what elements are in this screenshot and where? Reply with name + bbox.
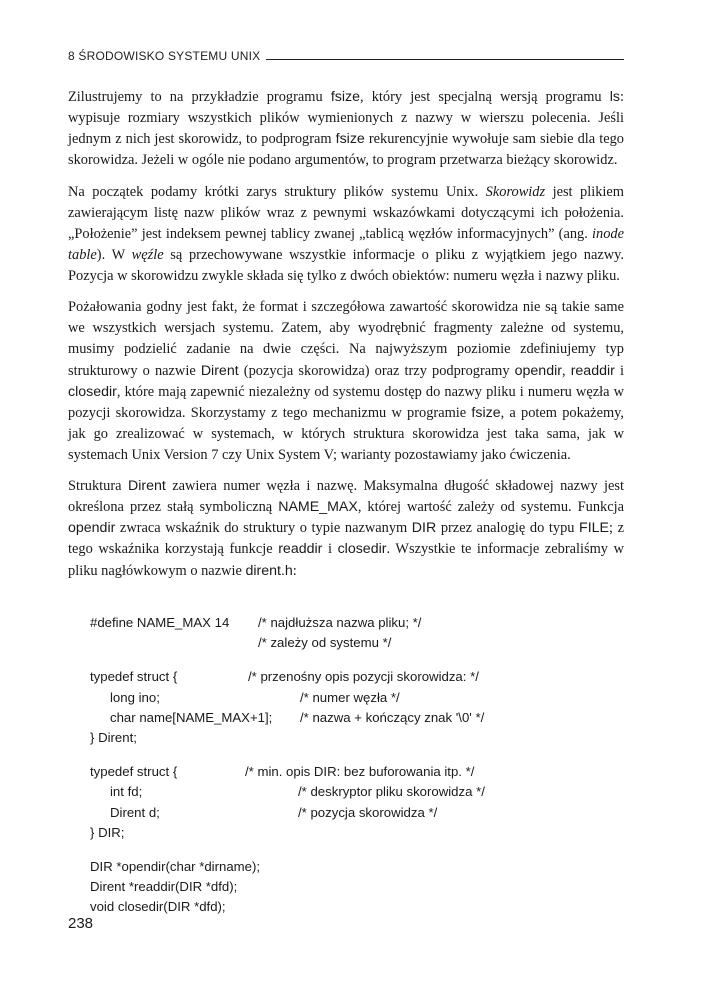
code-comment: /* numer węzła */: [300, 689, 400, 705]
paragraph-2: Na początek podamy krótki zarys struktury plików systemu Unix. Skorowidz jest plikiem zawierającym listę nazw plików wraz z pewnymi wskazówkami dotyczącymi ich położenia. „Położenie” jest indeksem pewnej tablicy zwanej „tablicą węzłów informacyjnych” (ang. inode table). W węźle są przechowywane wszystkie informacje o pliku z wyjątkiem jego nazwy. Pozycja w skorowidzu zwykle składa się tylko z dwóch obiektów: numeru węzła i nazwy pliku.: [68, 183, 624, 284]
code-line: DIR *opendir(char *dirname);: [90, 858, 261, 874]
code-term: closedir: [337, 541, 387, 558]
code-term: fsize: [330, 89, 360, 105]
code-line: [90, 633, 610, 653]
code-line: char name[NAME_MAX+1]; /* nazwa + kończący znak '\0' */: [90, 708, 610, 728]
body-text: [68, 87, 624, 592]
code-comment: /* nazwa + kończący znak '\0' */: [300, 709, 485, 725]
code-term: FILE: [579, 520, 610, 537]
code-term: opendir: [68, 520, 116, 537]
code-term: Dirent: [200, 362, 239, 379]
italic-term: Skorowidz: [485, 183, 546, 200]
code-line: Dirent *readdir(DIR *dfd);: [90, 879, 238, 895]
code-term: readdir: [570, 362, 615, 379]
paragraph-4: Struktura Dirent zawiera numer węzła i nazwę. Maksymalna długość składowej nazwy jest określona przez stałą symboliczną NAME_MAX, której wartość zależy od systemu. Funkcja opendir zwraca wskaźnik do struktury o typie nazwanym DIR przez analogię do typu FILE; z tego wskaźnika korzystają funkcje readdir i closedir. Wszystkie te informacje zebraliśmy w pliku nagłówkowym o nazwie dirent.h:: [68, 478, 625, 579]
code-comment: /* min. opis DIR: bez buforowania itp. */: [245, 764, 475, 780]
code-comment: /* najdłuższa nazwa pliku; */: [258, 615, 422, 630]
code-line: } Dirent;: [90, 729, 137, 745]
running-header: [68, 49, 624, 63]
code-term: fsize: [335, 131, 365, 148]
code-term: readdir: [278, 541, 323, 558]
italic-term: inode table: [68, 225, 624, 263]
code-term: Dirent: [127, 478, 166, 495]
code-term: fsize: [471, 404, 501, 421]
code-term: NAME_MAX: [278, 499, 358, 516]
italic-term: węźle: [131, 246, 164, 263]
page-number: 238: [68, 915, 94, 932]
code-line: #define NAME_MAX 14 /* najdłuższa nazwa pliku; */: [90, 613, 610, 633]
code-listing: [90, 613, 610, 917]
chapter-title: 8 ŚRODOWISKO SYSTEMU UNIX: [68, 49, 261, 63]
code-term: dirent.h: [245, 562, 293, 579]
code-term: ls: [609, 89, 621, 105]
code-comment: /* przenośny opis pozycji skorowidza: */: [248, 669, 479, 685]
code-line: void closedir(DIR *dfd);: [90, 899, 226, 915]
code-line: } DIR;: [90, 824, 125, 840]
code-line: long ino; /* numer węzła */: [90, 688, 610, 708]
header-rule: [266, 59, 624, 60]
code-comment: /* pozycja skorowidza */: [298, 804, 438, 820]
code-line: int fd; /* deskryptor pliku skorowidza */: [90, 782, 610, 802]
code-comment: /* deskryptor pliku skorowidza */: [298, 784, 485, 800]
code-term: closedir: [68, 383, 117, 400]
code-comment: /* zależy od systemu */: [258, 635, 392, 651]
code-line: typedef struct { /* min. opis DIR: bez buforowania itp. */: [90, 762, 610, 782]
code-line: typedef struct { /* przenośny opis pozycji skorowidza: */: [90, 667, 610, 687]
code-line: Dirent d; /* pozycja skorowidza */: [90, 803, 610, 823]
code-term: DIR: [411, 520, 437, 537]
code-term: opendir: [514, 362, 562, 379]
paragraph-3: Pożałowania godny jest fakt, że format i szczegółowa zawartość skorowidza nie są takie same we wszystkich wersjach systemu. Zatem, aby wyodrębnić fragmenty zależne od systemu, musimy podzielić zadanie na dwie części. Na najwyższym poziomie zdefiniujemy typ strukturowy o nazwie Dirent (pozycja skorowidza) oraz trzy podprogramy opendir, readdir i closedir, które mają zapewnić niezależny od systemu dostęp do nazwy pliku i numeru węzła w pozycji skorowidza. Skorzystamy z tego mechanizmu w programie fsize, a potem pokażemy, jak go zrealizować w systemach, w których struktura skorowidza jest taka sama, jak w systemach Unix Version 7 czy Unix System V; warianty pozostawiamy jako ćwiczenia.: [68, 299, 625, 463]
paragraph-1: Zilustrujemy to na przykładzie programu fsize, który jest specjalną wersją programu ls: wypisuje rozmiary wszystkich plików wymienionych z nazwy w wierszu polecenia. Jeśli jednym z nich jest skorowidz, to podprogram fsize rekurencyjnie wywołuje sam siebie dla tego skorowidza. Jeżeli w ogóle nie podano argumentów, to program przetwarza bieżący skorowidz.: [68, 89, 625, 169]
